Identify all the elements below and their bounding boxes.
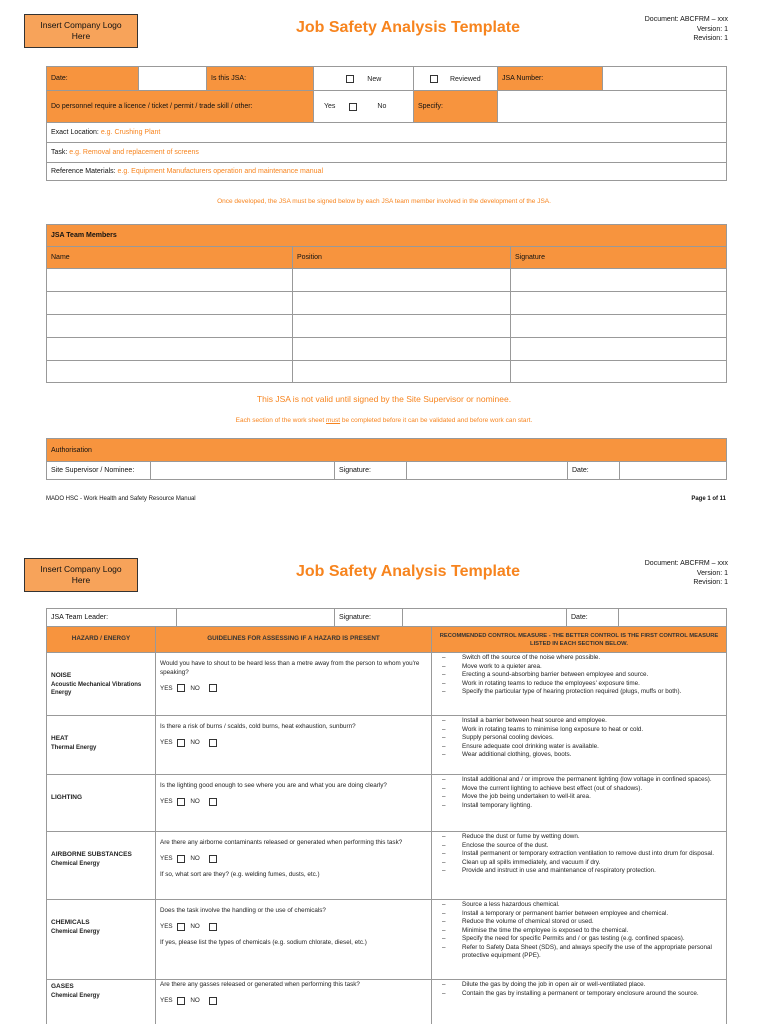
- signing-instruction: Once developed, the JSA must be signed below by each JSA team member involved in the development of the JSA.: [217, 198, 551, 205]
- control-measure: – Work in rotating teams to minimise long exposure to heat or cold.: [436, 726, 722, 735]
- footer-page-number: Page 1 of 11: [691, 496, 726, 502]
- document-version: Version: 1: [696, 569, 728, 577]
- no-checkbox[interactable]: [209, 923, 217, 931]
- control-measure: – Dilute the gas by doing the job in open air or well-ventilated place.: [436, 981, 722, 990]
- hazard-name-cell: [47, 832, 156, 900]
- leader-signature-field[interactable]: [403, 609, 567, 627]
- team-row: [47, 338, 727, 361]
- hazard-name: CHEMICALS: [51, 919, 90, 926]
- hazard-name-cell: [47, 716, 156, 775]
- yes-label: YES: [160, 855, 173, 863]
- no-checkbox[interactable]: [209, 739, 217, 747]
- jsa-number-label: JSA Number:: [498, 67, 603, 91]
- authorisation-title: Authorisation: [47, 439, 727, 462]
- no-checkbox[interactable]: [209, 997, 217, 1005]
- yes-no-options: [160, 855, 427, 864]
- control-measures-list: [436, 901, 722, 961]
- control-measure: – Ensure adequate cool drinking water is available.: [436, 743, 722, 752]
- hazard-name-cell: [47, 900, 156, 980]
- team-name-cell[interactable]: [47, 269, 293, 292]
- yes-no-options: [160, 923, 427, 932]
- no-label: NO: [190, 798, 200, 806]
- guideline-followup: If so, what sort are they? (e.g. welding fumes, dusts, etc.): [160, 870, 320, 878]
- page-title: Job Safety Analysis Template: [295, 19, 521, 36]
- no-checkbox[interactable]: [209, 855, 217, 863]
- guideline-cell: [156, 980, 432, 1024]
- hazard-row: [47, 980, 727, 1024]
- control-measure: – Minimise the time the employee is exposed to the chemical.: [436, 927, 722, 936]
- control-measure: – Contain the gas by installing a permanent or temporary enclosure around the source.: [436, 990, 722, 999]
- validity-notice: This JSA is not valid until signed by the Site Supervisor or nominee.: [256, 394, 512, 404]
- licence-no-checkbox[interactable]: [349, 103, 357, 111]
- controls-cell: [432, 775, 727, 832]
- controls-col-header: RECOMMENDED CONTROL MEASURE - THE BETTER CONTROL IS THE FIRST CONTROL MEASURE LISTED IN EACH SECTION BELOW.: [432, 627, 727, 653]
- control-measure: – Reduce the volume of chemical stored or used.: [436, 918, 722, 927]
- control-measure: – Wear additional clothing, gloves, boots.: [436, 751, 722, 760]
- hazard-energy-type: Chemical Energy: [51, 928, 100, 935]
- yes-no-options: [160, 739, 427, 748]
- auth-signature-label: Signature:: [335, 462, 407, 480]
- control-measure: – Move the job being undertaken to well-lit area.: [436, 793, 722, 802]
- team-col-position: Position: [293, 247, 511, 269]
- hazard-name: GASES: [51, 983, 74, 990]
- control-measure: – Install a temporary or permanent barrier between employee and chemical.: [436, 910, 722, 919]
- leader-field[interactable]: [177, 609, 335, 627]
- yes-label: YES: [160, 739, 173, 747]
- controls-cell: [432, 980, 727, 1024]
- new-checkbox[interactable]: [346, 75, 354, 83]
- control-measures-list: [436, 776, 722, 810]
- document-number: Document: ABCFRM – xxx: [644, 560, 728, 567]
- auth-signature-field[interactable]: [407, 462, 568, 480]
- hazard-name-cell: [47, 653, 156, 716]
- team-signature-cell[interactable]: [511, 315, 727, 338]
- yes-checkbox[interactable]: [177, 923, 185, 931]
- control-measures-list: [436, 654, 722, 697]
- location-label: Exact Location:: [51, 129, 99, 136]
- jsa-number-field[interactable]: [603, 67, 727, 91]
- control-measures-list: [436, 981, 722, 998]
- no-label: NO: [190, 684, 200, 692]
- guideline-question: Would you have to shout to be heard less than a metre away from the person to whom you're speaking?: [160, 660, 420, 676]
- page-2: [0, 544, 768, 1024]
- control-measures-list: [436, 717, 722, 760]
- yes-no-options: [160, 684, 427, 693]
- control-measure: – Switch off the source of the noise where possible.: [436, 654, 722, 663]
- team-position-cell[interactable]: [293, 315, 511, 338]
- team-name-cell[interactable]: [47, 315, 293, 338]
- guideline-followup: If yes, please list the types of chemicals (e.g. sodium chlorate, diesel, etc.): [160, 938, 367, 946]
- reference-label: Reference Materials:: [51, 168, 116, 175]
- document-version: Version: 1: [696, 25, 728, 33]
- leader-label: JSA Team Leader:: [47, 609, 177, 627]
- guideline-question: Is there a risk of burns / scalds, cold burns, heat exhaustion, sunburn?: [160, 723, 356, 730]
- authorisation-table: [46, 438, 727, 480]
- licence-no-label: No: [377, 103, 387, 110]
- hazard-name: LIGHTING: [51, 794, 83, 801]
- controls-cell: [432, 832, 727, 900]
- guideline-cell: [156, 716, 432, 775]
- yes-checkbox[interactable]: [177, 855, 185, 863]
- hazard-name: NOISE: [51, 672, 72, 679]
- auth-date-field[interactable]: [620, 462, 727, 480]
- team-signature-cell[interactable]: [511, 292, 727, 315]
- guideline-cell: [156, 900, 432, 980]
- supervisor-field[interactable]: [151, 462, 335, 480]
- specify-field[interactable]: [498, 91, 727, 123]
- reviewed-label: Reviewed: [449, 75, 481, 83]
- hazard-name-cell: [47, 775, 156, 832]
- no-label: NO: [190, 855, 200, 863]
- team-position-cell[interactable]: [293, 361, 511, 383]
- control-measure: – Source a less hazardous chemical.: [436, 901, 722, 910]
- control-measure: – Work in rotating teams to reduce the employees' exposure time.: [436, 680, 722, 689]
- team-name-cell[interactable]: [47, 338, 293, 361]
- guideline-cell: [156, 775, 432, 832]
- document-info: [645, 15, 728, 44]
- team-position-cell[interactable]: [293, 269, 511, 292]
- document-number: Document: ABCFRM – xxx: [644, 16, 728, 23]
- team-leader-table: [46, 608, 727, 627]
- controls-cell: [432, 716, 727, 775]
- team-col-signature: Signature: [511, 247, 727, 269]
- leader-date-label: Date:: [567, 609, 619, 627]
- guideline-question: Are there any airborne contaminants released or generated when performing this task?: [160, 839, 403, 846]
- document-info: [645, 559, 728, 588]
- team-table-title: JSA Team Members: [47, 225, 727, 247]
- controls-cell: [432, 653, 727, 716]
- auth-date-label: Date:: [568, 462, 620, 480]
- team-position-cell[interactable]: [293, 292, 511, 315]
- licence-options: [314, 91, 414, 123]
- control-measure: – Refer to Safety Data Sheet (SDS), and always specify the use of the appropriate personal protective equipment (PPE).: [436, 944, 722, 961]
- reviewed-checkbox[interactable]: [430, 75, 438, 83]
- specify-label: Specify:: [414, 91, 498, 123]
- team-signature-cell[interactable]: [511, 361, 727, 383]
- control-measure: – Specify the need for specific Permits and / or gas testing (e.g. confined spaces).: [436, 935, 722, 944]
- control-measure: – Enclose the source of the dust.: [436, 842, 722, 851]
- jsa-details-table: [46, 66, 727, 181]
- control-measure: – Erecting a sound-absorbing barrier between employee and source.: [436, 671, 722, 680]
- yes-no-options: [160, 997, 427, 1006]
- reviewed-option[interactable]: [414, 67, 498, 91]
- hazard-name: HEAT: [51, 735, 69, 742]
- reference-row[interactable]: [47, 163, 727, 181]
- control-measure: – Move work to a quieter area.: [436, 663, 722, 672]
- team-signature-cell[interactable]: [511, 338, 727, 361]
- guideline-question: Are there any gasses released or generated when performing this task?: [160, 981, 360, 988]
- team-row: [47, 292, 727, 315]
- control-measure: – Install permanent or temporary extraction ventilation to remove dust into drum for disposal.: [436, 850, 722, 859]
- control-measure: – Reduce the dust or fume by wetting down.: [436, 833, 722, 842]
- control-measure: – Clean up all spills immediately, and vacuum if dry.: [436, 859, 722, 868]
- company-logo-placeholder: Insert Company Logo Here: [24, 14, 138, 48]
- hazard-row: [47, 653, 727, 716]
- task-row[interactable]: [47, 143, 727, 163]
- must-emphasis: must: [326, 417, 341, 424]
- supervisor-label: Site Supervisor / Nominee:: [47, 462, 151, 480]
- is-jsa-label: Is this JSA:: [207, 67, 314, 91]
- guideline-cell: [156, 653, 432, 716]
- hazard-table: [46, 626, 727, 1024]
- team-name-cell[interactable]: [47, 292, 293, 315]
- team-row: [47, 269, 727, 292]
- control-measure: – Supply personal cooling devices.: [436, 734, 722, 743]
- control-measure: – Provide and instruct in use and maintenance of respiratory protection.: [436, 867, 722, 876]
- hazard-name-cell: [47, 980, 156, 1024]
- leader-date-field[interactable]: [619, 609, 727, 627]
- footer-manual-title: MADO HSC - Work Health and Safety Resource Manual: [46, 496, 196, 502]
- hazard-energy-type: Chemical Energy: [51, 992, 100, 999]
- hazard-energy-type: Thermal Energy: [51, 744, 97, 751]
- hazard-row: [47, 832, 727, 900]
- date-field[interactable]: [139, 67, 207, 91]
- document-revision: Revision: 1: [693, 35, 728, 42]
- yes-checkbox[interactable]: [177, 997, 185, 1005]
- guideline-question: Does the task involve the handling or the use of chemicals?: [160, 907, 326, 914]
- hazard-name: AIRBORNE SUBSTANCES: [51, 851, 132, 858]
- no-checkbox[interactable]: [209, 798, 217, 806]
- team-position-cell[interactable]: [293, 338, 511, 361]
- location-row[interactable]: [47, 123, 727, 143]
- hazard-row: [47, 775, 727, 832]
- company-logo-placeholder: Insert Company Logo Here: [24, 558, 138, 592]
- yes-checkbox[interactable]: [177, 684, 185, 692]
- page-title: Job Safety Analysis Template: [295, 563, 521, 580]
- location-hint: e.g. Crushing Plant: [100, 129, 161, 136]
- date-label: Date:: [47, 67, 139, 91]
- team-col-name: Name: [47, 247, 293, 269]
- guidelines-col-header: GUIDELINES FOR ASSESSING IF A HAZARD IS PRESENT: [156, 627, 432, 653]
- yes-no-options: [160, 798, 427, 807]
- team-row: [47, 315, 727, 338]
- control-measure: – Install a barrier between heat source and employee.: [436, 717, 722, 726]
- new-option[interactable]: [314, 67, 414, 91]
- leader-signature-label: Signature:: [335, 609, 403, 627]
- no-label: NO: [190, 923, 200, 931]
- licence-question: Do personnel require a licence / ticket / permit / trade skill / other:: [47, 91, 314, 123]
- yes-label: YES: [160, 684, 173, 692]
- reference-hint: e.g. Equipment Manufacturers operation and maintenance manual: [117, 168, 324, 175]
- team-members-table: [46, 224, 727, 383]
- team-row: [47, 361, 727, 383]
- no-label: NO: [190, 739, 200, 747]
- team-name-cell[interactable]: [47, 361, 293, 383]
- control-measures-list: [436, 833, 722, 876]
- section-completion-notice: Each section of the work sheet must be completed before it can be validated and before work can start.: [235, 417, 533, 424]
- hazard-energy-type: Acoustic Mechanical Vibrations Energy: [51, 681, 142, 696]
- task-label: Task:: [51, 149, 68, 156]
- yes-label: YES: [160, 798, 173, 806]
- hazard-row: [47, 900, 727, 980]
- guideline-cell: [156, 832, 432, 900]
- no-checkbox[interactable]: [209, 684, 217, 692]
- yes-checkbox[interactable]: [177, 798, 185, 806]
- hazard-row: [47, 716, 727, 775]
- yes-checkbox[interactable]: [177, 739, 185, 747]
- no-label: NO: [190, 997, 200, 1005]
- yes-label: YES: [160, 997, 173, 1005]
- control-measure: – Move the current lighting to achieve best effect (out of shadows).: [436, 785, 722, 794]
- control-measure: – Install temporary lighting.: [436, 802, 722, 811]
- document-revision: Revision: 1: [693, 579, 728, 586]
- control-measure: – Install additional and / or improve the permanent lighting (low voltage in confined spaces).: [436, 776, 722, 785]
- control-measure: – Specify the particular type of hearing protection required (plugs, muffs or both).: [436, 688, 722, 697]
- guideline-question: Is the lighting good enough to see where you are and what you are doing clearly?: [160, 782, 387, 789]
- task-hint: e.g. Removal and replacement of screens: [69, 149, 199, 156]
- hazard-col-header: HAZARD / ENERGY: [47, 627, 156, 653]
- yes-label: YES: [160, 923, 173, 931]
- team-signature-cell[interactable]: [511, 269, 727, 292]
- hazard-energy-type: Chemical Energy: [51, 860, 100, 867]
- new-label: New: [367, 75, 382, 83]
- licence-yes-label: Yes: [324, 103, 336, 110]
- controls-cell: [432, 900, 727, 980]
